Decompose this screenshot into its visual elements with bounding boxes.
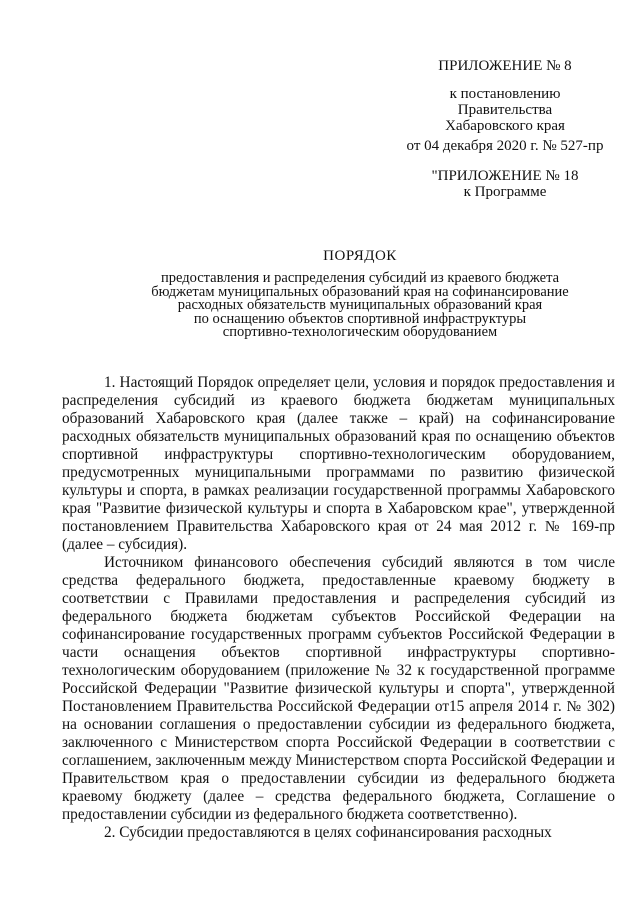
- paragraph-2: 2. Субсидии предоставляются в целях софинансирования расходных: [104, 824, 552, 841]
- to-program-line: к Программе: [463, 184, 547, 200]
- subtitle-line: расходных обязательств муниципальных образований края: [177, 297, 543, 313]
- document-subtitle: [110, 272, 610, 340]
- paragraph-1: 1. Настоящий Порядок определяет цели, условия и порядок предоставления и распределения субсидий из краевого бюджета бюджетам муниципальных образований Хабаровского края (далее также – край) на софинансирование расходных обязательств муниципальных образований края по оснащению объектов спортивной инфраструктуры спортивно-технологическим оборудованием, предусмотренных муниципальными программами по развитию физической культуры и спорта, в рамках реализации государственной программы Хабаровского края "Развитие физической культуры и спорта в Хабаровском крае", утвержденной постановлением Правительства Хабаровского края от 24 мая 2012 г. № 169-пр (далее – субсидия).: [62, 374, 615, 553]
- subtitle-line: предоставления и распределения субсидий из краевого бюджета: [160, 270, 560, 286]
- document-title: ПОРЯДОК: [323, 248, 397, 264]
- appendix-number: ПРИЛОЖЕНИЕ № 8: [438, 58, 572, 74]
- subtitle-line: по оснащению объектов спортивной инфраструктуры: [193, 310, 527, 327]
- region-line: Хабаровского края: [445, 118, 565, 134]
- to-resolution-line: к постановлению: [449, 86, 561, 102]
- document-body: [62, 374, 615, 842]
- subtitle-line: спортивно-технологическим оборудованием: [222, 324, 498, 340]
- government-line: Правительства: [457, 102, 553, 118]
- program-appendix-number: "ПРИЛОЖЕНИЕ № 18: [431, 168, 579, 184]
- resolution-date-line: от 04 декабря 2020 г. № 527-пр: [406, 138, 604, 154]
- paragraph-funding-source: Источником финансового обеспечения субсидий являются в том числе средства федерального бюджета, предоставленные краевому бюджету в соответствии с Правилами предоставления и распределения субсидий из федерального бюджета бюджетам субъектов Российской Федерации на софинансирование государственных программ субъектов Российской Федерации в части оснащения объектов спортивной инфраструктуры спортивно-технологическим оборудованием (приложение № 32 к государственной программе Российской Федерации "Развитие физической культуры и спорта", утвержденной Постановлением Правительства Российской Федерации от15 апреля 2014 г. № 302) на основании соглашения о предоставлении субсидии из федерального бюджета, заключенного с Министерством спорта Российской Федерации в соответствии с соглашением, заключенным между Министерством спорта Российской Федерации и Правительством края о предоставлении субсидии из федерального бюджета краевому бюджету (далее – средства федерального бюджета, Соглашение о предоставлении субсидии из федерального бюджета соответственно).: [62, 554, 615, 823]
- subtitle-line: бюджетам муниципальных образований края на софинансирование: [151, 283, 569, 300]
- appendix-header: [390, 58, 620, 200]
